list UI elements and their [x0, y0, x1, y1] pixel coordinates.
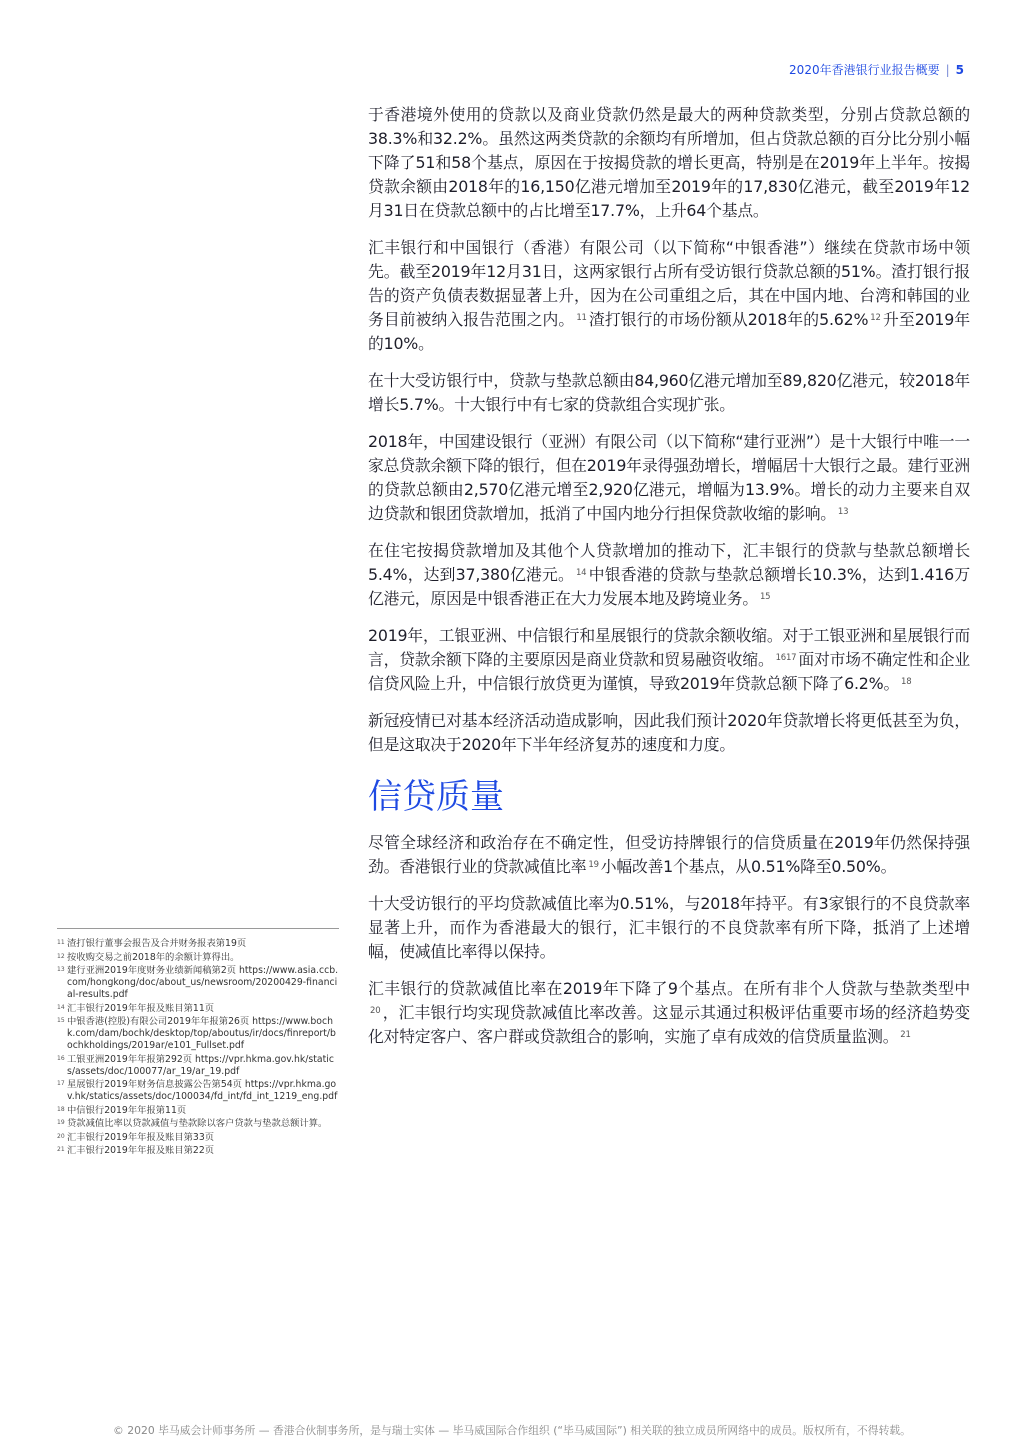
footnote-number: 18 [57, 1105, 65, 1113]
footnote-text: 贷款减值比率以贷款减值与垫款除以客户贷款与垫款总额计算。 [67, 1118, 328, 1129]
footnote-reference: 20 [370, 1006, 381, 1016]
paragraph-text: 尽管全球经济和政治存在不确定性，但受访持牌银行的信贷质量在2019年仍然保持强劲。香港银行业的贷款减值比率 [368, 833, 970, 876]
paragraph-group-loans [368, 103, 970, 757]
paragraph-text: 2019年，工银亚洲、中信银行和星展银行的贷款余额收缩。对于工银亚洲和星展银行而言，贷款余额下降的主要原因是商业贷款和贸易融资收缩。 [368, 626, 970, 669]
paragraph [368, 103, 970, 223]
paragraph [368, 624, 970, 696]
footnote-item [57, 1105, 339, 1117]
footnote-number: 13 [57, 966, 65, 973]
footnote-text: 中信银行2019年年报第11页 [67, 1104, 187, 1116]
footnote-item [57, 1016, 339, 1052]
paragraph-text: 渣打银行的市场份额从2018年的5.62% [588, 310, 869, 329]
paragraph-text: 汇丰银行的贷款减值比率在2019年下降了9个基点。在所有非个人贷款与垫款类型中 [368, 979, 970, 998]
footnote-reference: 21 [900, 1030, 911, 1040]
paragraph-text: 面对市场不确定性和企业信贷风险上升，中信银行放贷更为谨慎，导致2019年贷款总额下降了6.2%。 [368, 650, 970, 693]
footnote-item [57, 1145, 339, 1157]
footnote-text: 工银亚洲2019年年报第292页 https://vpr.hkma.gov.hk/statics/assets/doc/100077/ar_19/ar_19.pdf [67, 1053, 334, 1077]
page-header [789, 61, 964, 78]
paragraph-text: 在住宅按揭贷款增加及其他个人贷款增加的推动下，汇丰银行的贷款与垫款总额增长5.4%，达到37,380亿港元。 [368, 541, 970, 584]
footnote-number: 19 [57, 1119, 65, 1126]
footnote-number: 12 [57, 952, 65, 960]
footnote-item [57, 1054, 339, 1078]
paragraph-text: 升至2019年的10%。 [368, 310, 971, 353]
paragraph-text: 十大受访银行的平均贷款减值比率为0.51%，与2018年持平。有3家银行的不良贷款率显著上升，而作为香港最大的银行，汇丰银行的不良贷款率有所下降，抵消了上述增幅，使减值比率得以保持。 [368, 894, 970, 961]
footnote-item [57, 965, 339, 1001]
paragraph [368, 831, 970, 879]
footnote-number: 21 [57, 1146, 65, 1153]
footnote-reference: 1617 [775, 653, 797, 663]
footnote-reference: 13 [837, 507, 849, 517]
paragraph [368, 977, 970, 1049]
footnote-reference: 18 [901, 677, 912, 687]
footnote-reference: 14 [575, 568, 587, 578]
footnote-number: 20 [57, 1132, 65, 1140]
paragraph [368, 236, 970, 356]
paragraph-text: 汇丰银行和中国银行（香港）有限公司（以下简称“中银香港”）继续在贷款市场中领先。截至2019年12月31日，这两家银行占所有受访银行贷款总额的51%。渣打银行报告的资产负债表数据显著上升，因为在公司重组之后，其在中国内地、台湾和韩国的业务目前被纳入报告范围之内。 [368, 238, 970, 329]
footnote-text: 按收购交易之前2018年的余额计算得出。 [67, 951, 240, 963]
paragraph [368, 369, 970, 417]
footnote-reference: 19 [588, 860, 599, 870]
main-content [368, 103, 970, 1062]
footnote-text: 汇丰银行2019年年报及账目第22页 [67, 1145, 215, 1156]
paragraph-text: 2018年，中国建设银行（亚洲）有限公司（以下简称“建行亚洲”）是十大银行中唯一一家总贷款余额下降的银行，但在2019年录得强劲增长，增幅居十大银行之最。建行亚洲的贷款总额由2,570亿港元增至2,920亿港元，增幅为13.9%。增长的动力主要来自双边贷款和银团贷款增加，抵消了中国内地分行担保贷款收缩的影响。 [368, 432, 970, 523]
footnote-text: 星展银行2019年财务信息披露公告第54页 https://vpr.hkma.gov.hk/statics/assets/doc/100034/fd_int/fd_int_1219_eng.pdf [67, 1079, 338, 1102]
paragraph-text: ，汇丰银行均实现贷款减值比率改善。这显示其通过积极评估重要市场的经济趋势变化对特定客户、客户群或贷款组合的影响，实施了卓有成效的信贷质量监测。 [368, 1003, 970, 1046]
paragraph [368, 430, 970, 526]
page-footer: © 2020 毕马威会计师事务所 — 香港合伙制事务所，是与瑞士实体 — 毕马威国际合作组织 (“毕马威国际”) 相关联的独立成员所网络中的成员。版权所有，不得转载。 [113, 1424, 911, 1437]
footnote-item [57, 952, 339, 964]
footnote-item [57, 1079, 339, 1103]
footnote-number: 14 [57, 1003, 65, 1011]
report-title: 2020年香港银行业报告概要 [789, 63, 940, 77]
paragraph-text: 小幅改善1个基点，从0.51%降至0.50%。 [600, 857, 897, 876]
footnotes [57, 928, 339, 1159]
footnote-reference: 15 [759, 592, 771, 602]
footnote-text: 渣打银行董事会报告及合并财务报表第19页 [67, 938, 247, 949]
paragraph-text: 中银香港的贷款与垫款总额增长10.3%，达到1.416万亿港元，原因是中银香港正在大力发展本地及跨境业务。 [368, 565, 970, 608]
paragraph-text: 新冠疫情已对基本经济活动造成影响，因此我们预计2020年贷款增长将更低甚至为负，但是这取决于2020年下半年经济复苏的速度和力度。 [368, 711, 970, 754]
footnote-item [57, 938, 339, 950]
paragraph-text: 于香港境外使用的贷款以及商业贷款仍然是最大的两种贷款类型，分别占贷款总额的38.3%和32.2%。虽然这两类贷款的余额均有所增加，但占贷款总额的百分比分别小幅下降了51和58个基点，原因在于按揭贷款的增长更高，特别是在2019年上半年。按揭贷款余额由2018年的16,150亿港元增加至2019年的17,830亿港元，截至2019年12月31日在贷款总额中的占比增至17.7%，上升64个基点。 [368, 105, 970, 220]
footnote-text: 建行亚洲2019年度财务业绩新闻稿第2页 https://www.asia.ccb.com/hongkong/doc/about_us/newsroom/20200429-financial-results.pdf [67, 965, 339, 1000]
header-separator: | [945, 63, 950, 77]
footnote-text: 中银香港(控股)有限公司2019年年报第26页 https://www.bochk.com/dam/bochk/desktop/top/aboutus/ir/docs/finreport/bochkholdings/2019ar/e101_Fullset.pdf [67, 1016, 336, 1051]
paragraph [368, 709, 970, 757]
footnote-reference: 11 [576, 313, 587, 323]
footnote-reference: 12 [870, 313, 881, 323]
paragraph [368, 539, 970, 611]
paragraph-text: 在十大受访银行中，贷款与垫款总额由84,960亿港元增加至89,820亿港元，较2018年增长5.7%。十大银行中有七家的贷款组合实现扩张。 [368, 371, 970, 414]
footnote-number: 11 [57, 939, 65, 946]
paragraph-group-credit-quality [368, 831, 970, 1049]
footnote-item [57, 1118, 339, 1130]
footnote-text: 汇丰银行2019年年报及账目第33页 [67, 1131, 215, 1143]
footnote-item [57, 1003, 339, 1015]
footnote-number: 16 [57, 1054, 65, 1062]
footnote-number: 15 [57, 1017, 65, 1024]
section-title: 信贷质量 [368, 777, 504, 817]
paragraph [368, 892, 970, 964]
footnote-item [57, 1132, 339, 1144]
page-number: 5 [955, 63, 964, 77]
footnote-number: 17 [57, 1080, 65, 1087]
footnote-text: 汇丰银行2019年年报及账目第11页 [67, 1002, 215, 1014]
